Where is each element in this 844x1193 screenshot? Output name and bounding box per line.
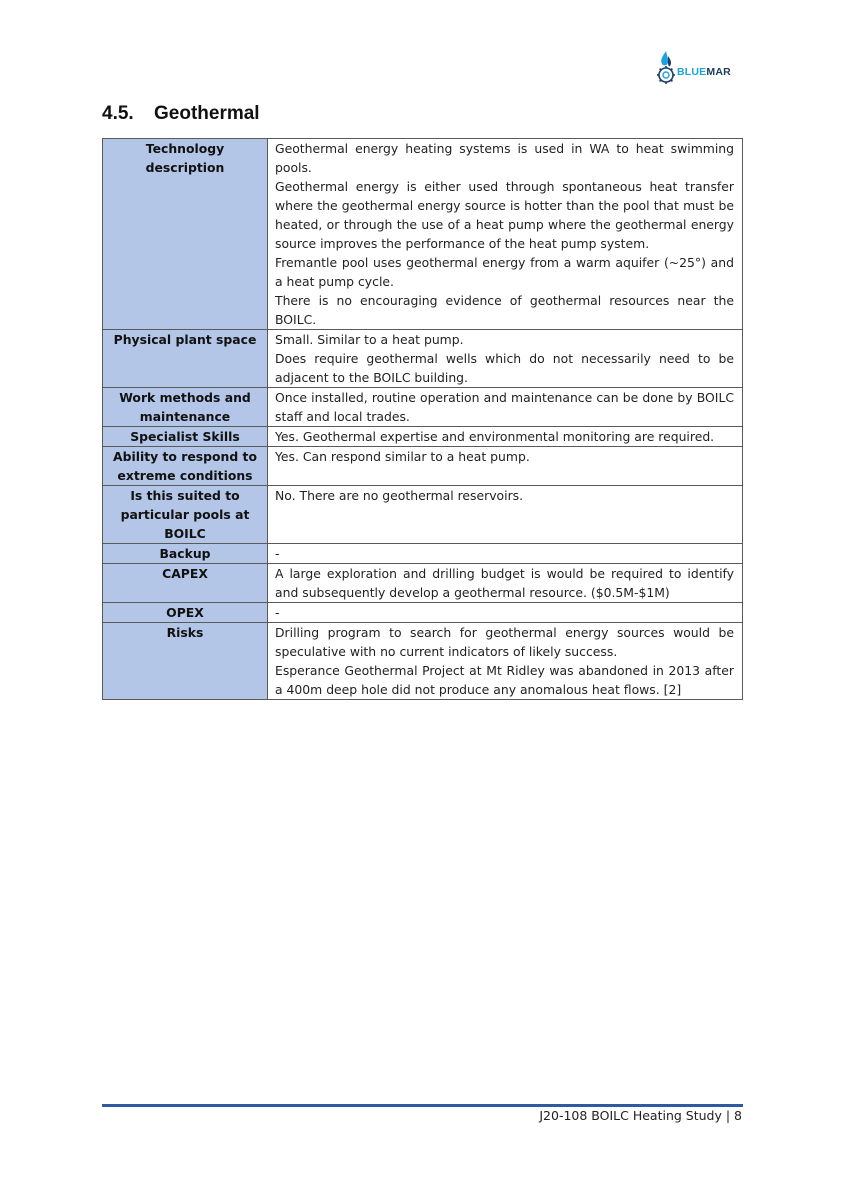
table-row: [103, 388, 743, 427]
description-line: No. There are no geothermal reservoirs.: [275, 488, 524, 503]
description-line: Esperance Geothermal Project at Mt Ridley was abandoned in 2013 after a 400m deep hole did not produce any anomalous heat flows. [2]: [275, 663, 734, 697]
description-line: A large exploration and drilling budget is would be required to identify and subsequently develop a geothermal resource. ($0.5M-$1M): [275, 566, 734, 600]
row-label: Backup: [103, 544, 268, 564]
logo-wordmark: [677, 66, 731, 78]
table-row: [103, 603, 743, 623]
description-line: Yes. Geothermal expertise and environmental monitoring are required.: [275, 429, 715, 444]
row-description: [268, 623, 743, 700]
row-label: OPEX: [103, 603, 268, 623]
row-description: [268, 427, 743, 447]
row-label: Physical plant space: [103, 330, 268, 388]
section-heading: [102, 103, 260, 125]
description-line: -: [275, 546, 280, 561]
description-line: Once installed, routine operation and maintenance can be done by BOILC staff and local trades.: [275, 390, 734, 424]
logo-flame-icon: [655, 50, 677, 84]
row-label: Risks: [103, 623, 268, 700]
section-title: Geothermal: [154, 103, 260, 124]
table-row: [103, 330, 743, 388]
table-row: [103, 623, 743, 700]
table-row: [103, 447, 743, 486]
row-description: [268, 330, 743, 388]
row-label: Is this suited to particular pools at BOILC: [103, 486, 268, 544]
description-line: -: [275, 605, 280, 620]
description-line: Fremantle pool uses geothermal energy from a warm aquifer (~25°) and a heat pump cycle.: [275, 255, 734, 289]
row-description: [268, 603, 743, 623]
table-row: [103, 139, 743, 330]
row-description: [268, 139, 743, 330]
table-row: [103, 427, 743, 447]
description-line: Geothermal energy heating systems is used in WA to heat swimming pools.: [275, 141, 734, 175]
row-label: Ability to respond to extreme conditions: [103, 447, 268, 486]
row-description: [268, 447, 743, 486]
row-description: [268, 564, 743, 603]
footer-rule: [102, 1104, 743, 1107]
description-line: Geothermal energy is either used through spontaneous heat transfer where the geothermal energy source is hotter than the pool that must be heated, or through the use of a heat pump where the geothermal energy source improves the performance of the heat pump system.: [275, 179, 734, 251]
logo-text-blue: BLUE: [677, 66, 707, 78]
description-line: Yes. Can respond similar to a heat pump.: [275, 449, 530, 464]
footer-page-label: J20-108 BOILC Heating Study | 8: [539, 1108, 742, 1123]
description-line: Drilling program to search for geothermal energy sources would be speculative with no current indicators of likely success.: [275, 625, 734, 659]
row-label: Technology description: [103, 139, 268, 330]
table-row: [103, 544, 743, 564]
geothermal-table: [102, 138, 743, 700]
row-label: Work methods and maintenance: [103, 388, 268, 427]
logo-text-mar: MAR: [706, 66, 731, 78]
description-line: Small. Similar to a heat pump.: [275, 332, 464, 347]
description-line: Does require geothermal wells which do not necessarily need to be adjacent to the BOILC building.: [275, 351, 734, 385]
description-line: There is no encouraging evidence of geothermal resources near the BOILC.: [275, 293, 734, 327]
row-label: CAPEX: [103, 564, 268, 603]
row-description: [268, 486, 743, 544]
row-label: Specialist Skills: [103, 427, 268, 447]
table-row: [103, 486, 743, 544]
section-number: 4.5.: [102, 103, 134, 124]
row-description: [268, 388, 743, 427]
company-logo: [655, 50, 745, 86]
row-description: [268, 544, 743, 564]
table-row: [103, 564, 743, 603]
